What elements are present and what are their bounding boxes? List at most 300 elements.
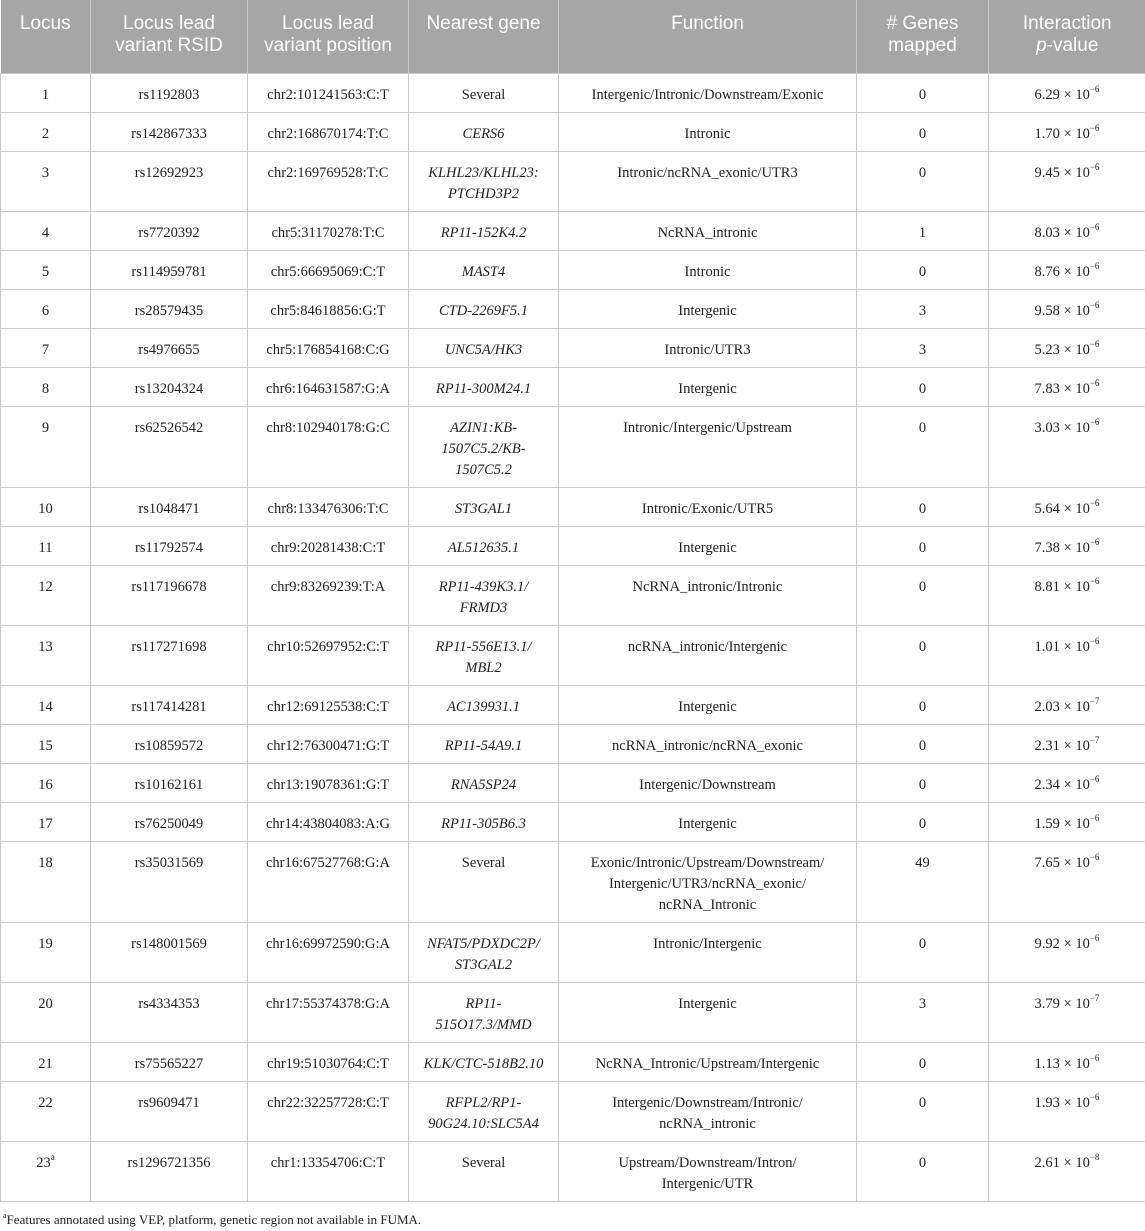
table-row <box>1 1042 1145 1081</box>
p-exponent: −6 <box>1089 575 1100 586</box>
p-base: 10 <box>1075 1094 1090 1111</box>
p-times: × <box>1063 419 1072 436</box>
cell-position <box>248 151 409 211</box>
cell-p-value <box>989 841 1145 922</box>
gene-value-line: RP11- <box>465 995 502 1012</box>
gene-value: Several <box>461 1154 506 1171</box>
rsid-value: rs35031569 <box>134 854 204 871</box>
position-value: chr16:67527768:G:A <box>265 854 391 871</box>
p-times: × <box>1063 935 1072 952</box>
locus-number: 22 <box>38 1094 53 1111</box>
gene-value: CERS6 <box>462 125 505 142</box>
p-base: 10 <box>1075 86 1090 103</box>
cell-genes-mapped <box>857 328 989 367</box>
genes-mapped-value: 0 <box>918 1055 927 1072</box>
locus-number: 23 <box>36 1154 51 1171</box>
header-rsid: Locus lead variant RSID <box>91 0 248 73</box>
genes-mapped-value: 0 <box>918 500 927 517</box>
cell-function <box>559 724 857 763</box>
cell-rsid <box>91 406 248 487</box>
cell-position <box>248 982 409 1042</box>
gene-value-line: AZIN1:KB- <box>450 419 517 436</box>
gene-value: UNC5A/HK3 <box>444 341 523 358</box>
cell-locus <box>1 526 91 565</box>
cell-genes-mapped <box>857 487 989 526</box>
p-mantissa: 8.76 <box>1034 263 1060 280</box>
p-times: × <box>1063 302 1072 319</box>
rsid-value: rs62526542 <box>134 419 204 436</box>
cell-genes-mapped <box>857 250 989 289</box>
cell-locus <box>1 289 91 328</box>
p-base: 10 <box>1075 995 1090 1012</box>
p-exponent: −6 <box>1089 1091 1100 1102</box>
cell-genes-mapped <box>857 922 989 982</box>
cell-rsid <box>91 625 248 685</box>
rsid-value: rs9609471 <box>138 1094 200 1111</box>
function-value: Intronic/ncRNA_exonic/UTR3 <box>617 164 798 181</box>
footnote <box>3 1212 421 1228</box>
p-base: 10 <box>1075 776 1090 793</box>
cell-nearest-gene <box>409 565 559 625</box>
rsid-value: rs114959781 <box>131 263 207 280</box>
p-times: × <box>1063 539 1072 556</box>
p-exponent: −6 <box>1089 536 1100 547</box>
table-row <box>1 367 1145 406</box>
p-mantissa: 6.29 <box>1034 86 1060 103</box>
p-exponent: −6 <box>1089 83 1100 94</box>
cell-function <box>559 73 857 112</box>
cell-p-value <box>989 211 1145 250</box>
position-value: chr19:51030764:C:T <box>267 1055 389 1072</box>
table-row <box>1 328 1145 367</box>
rsid-value: rs4334353 <box>138 995 200 1012</box>
p-base: 10 <box>1075 815 1090 832</box>
cell-function <box>559 982 857 1042</box>
function-value: ncRNA_intronic/ncRNA_exonic <box>612 737 803 754</box>
p-exponent: −6 <box>1089 221 1100 232</box>
cell-genes-mapped <box>857 1081 989 1141</box>
genes-mapped-value: 0 <box>918 578 927 595</box>
p-times: × <box>1063 776 1072 793</box>
position-value: chr10:52697952:C:T <box>267 638 389 655</box>
p-exponent: −7 <box>1089 695 1100 706</box>
p-exponent: −6 <box>1089 1052 1100 1063</box>
cell-p-value <box>989 625 1145 685</box>
function-value-line: Exonic/Intronic/Upstream/Downstream/ <box>590 854 825 871</box>
cell-rsid <box>91 982 248 1042</box>
p-times: × <box>1063 1055 1072 1072</box>
cell-locus <box>1 841 91 922</box>
gene-value-line: 1507C5.2/KB- <box>441 440 526 457</box>
header-interaction-p-value <box>989 0 1145 73</box>
position-value: chr9:20281438:C:T <box>270 539 386 556</box>
cell-position <box>248 367 409 406</box>
cell-p-value <box>989 763 1145 802</box>
p-exponent: −6 <box>1089 812 1100 823</box>
gene-value: RP11-305B6.3 <box>441 815 526 832</box>
p-base: 10 <box>1075 578 1090 595</box>
p-exponent: −6 <box>1089 122 1100 133</box>
cell-rsid <box>91 922 248 982</box>
cell-nearest-gene <box>409 328 559 367</box>
p-base: 10 <box>1075 737 1090 754</box>
position-value: chr16:69972590:G:A <box>265 935 391 952</box>
cell-position <box>248 685 409 724</box>
locus-number: 21 <box>38 1055 53 1072</box>
cell-locus <box>1 763 91 802</box>
cell-position <box>248 625 409 685</box>
gene-value: MAST4 <box>461 263 506 280</box>
genes-mapped-value: 0 <box>918 539 927 556</box>
table-row <box>1 487 1145 526</box>
cell-p-value <box>989 565 1145 625</box>
table-row <box>1 211 1145 250</box>
p-times: × <box>1063 737 1072 754</box>
rsid-value: rs11792574 <box>135 539 203 556</box>
position-value: chr22:32257728:C:T <box>267 1094 389 1111</box>
gene-value: AC139931.1 <box>447 698 520 715</box>
locus-number: 17 <box>38 815 53 832</box>
p-base: 10 <box>1075 500 1090 517</box>
p-mantissa: 5.64 <box>1034 500 1060 517</box>
p-exponent: −6 <box>1089 377 1100 388</box>
cell-position <box>248 250 409 289</box>
cell-locus <box>1 1081 91 1141</box>
gene-value: RP11-152K4.2 <box>440 224 527 241</box>
p-mantissa: 2.31 <box>1034 737 1060 754</box>
p-mantissa: 1.70 <box>1034 125 1060 142</box>
cell-genes-mapped <box>857 625 989 685</box>
cell-position <box>248 328 409 367</box>
p-mantissa: 7.65 <box>1034 854 1060 871</box>
cell-genes-mapped <box>857 763 989 802</box>
cell-nearest-gene <box>409 1081 559 1141</box>
genes-mapped-value: 0 <box>918 86 927 103</box>
cell-genes-mapped <box>857 367 989 406</box>
p-mantissa: 5.23 <box>1034 341 1060 358</box>
cell-position <box>248 802 409 841</box>
cell-function <box>559 250 857 289</box>
p-times: × <box>1063 263 1072 280</box>
position-value: chr14:43804083:A:G <box>265 815 391 832</box>
locus-number: 12 <box>38 578 53 595</box>
genes-mapped-value: 0 <box>918 263 927 280</box>
cell-function <box>559 763 857 802</box>
p-mantissa: 2.34 <box>1034 776 1060 793</box>
gene-value-line: RP11-556E13.1/ <box>435 638 532 655</box>
rsid-value: rs28579435 <box>134 302 204 319</box>
position-value: chr6:164631587:G:A <box>265 380 391 397</box>
cell-nearest-gene <box>409 250 559 289</box>
genes-mapped-value: 0 <box>918 935 927 952</box>
cell-position <box>248 487 409 526</box>
rsid-value: rs75565227 <box>134 1055 204 1072</box>
position-value: chr9:83269239:T:A <box>270 578 386 595</box>
cell-function <box>559 922 857 982</box>
p-base: 10 <box>1075 1055 1090 1072</box>
cell-locus <box>1 250 91 289</box>
position-value: chr12:76300471:G:T <box>266 737 390 754</box>
rsid-value: rs117271698 <box>131 638 207 655</box>
p-base: 10 <box>1075 638 1090 655</box>
function-value: Intergenic <box>678 698 737 715</box>
cell-nearest-gene <box>409 112 559 151</box>
p-times: × <box>1063 341 1072 358</box>
table-row <box>1 526 1145 565</box>
cell-function <box>559 289 857 328</box>
cell-nearest-gene <box>409 526 559 565</box>
cell-position <box>248 1141 409 1201</box>
p-times: × <box>1063 380 1072 397</box>
p-exponent: −6 <box>1089 851 1100 862</box>
cell-genes-mapped <box>857 802 989 841</box>
table-row <box>1 841 1145 922</box>
position-value: chr5:66695069:C:T <box>270 263 386 280</box>
p-exponent: −6 <box>1089 338 1100 349</box>
function-value-line: Intergenic/UTR3/ncRNA_exonic/ <box>608 875 807 892</box>
cell-genes-mapped <box>857 724 989 763</box>
genes-mapped-value: 3 <box>918 341 927 358</box>
position-value: chr2:168670174:T:C <box>267 125 389 142</box>
p-times: × <box>1063 1094 1072 1111</box>
cell-nearest-gene <box>409 487 559 526</box>
cell-rsid <box>91 841 248 922</box>
p-exponent: −6 <box>1089 635 1100 646</box>
p-mantissa: 9.92 <box>1034 935 1060 952</box>
cell-function <box>559 565 857 625</box>
p-base: 10 <box>1075 263 1090 280</box>
cell-rsid <box>91 289 248 328</box>
cell-p-value <box>989 112 1145 151</box>
position-value: chr13:19078361:G:T <box>266 776 390 793</box>
cell-locus <box>1 724 91 763</box>
cell-nearest-gene <box>409 763 559 802</box>
p-exponent: −6 <box>1089 773 1100 784</box>
cell-genes-mapped <box>857 289 989 328</box>
cell-rsid <box>91 724 248 763</box>
function-value: NcRNA_Intronic/Upstream/Intergenic <box>595 1055 820 1072</box>
p-times: × <box>1063 815 1072 832</box>
p-mantissa: 2.03 <box>1034 698 1060 715</box>
cell-position <box>248 526 409 565</box>
cell-locus <box>1 73 91 112</box>
cell-position <box>248 922 409 982</box>
cell-locus <box>1 1141 91 1201</box>
p-base: 10 <box>1075 854 1090 871</box>
genes-mapped-value: 0 <box>918 737 927 754</box>
p-mantissa: 1.59 <box>1034 815 1060 832</box>
gene-value: KLK/CTC-518B2.10 <box>423 1055 544 1072</box>
p-mantissa: 9.58 <box>1034 302 1060 319</box>
cell-locus <box>1 685 91 724</box>
p-mantissa: 8.81 <box>1034 578 1060 595</box>
gene-value-line: ST3GAL2 <box>454 956 513 973</box>
rsid-value: rs12692923 <box>134 164 204 181</box>
gene-value-line: FRMD3 <box>459 599 508 616</box>
cell-locus <box>1 982 91 1042</box>
position-value: chr12:69125538:C:T <box>267 698 389 715</box>
p-exponent: −6 <box>1089 932 1100 943</box>
gene-value: Several <box>461 854 506 871</box>
function-value-line: Intergenic/UTR <box>661 1175 754 1192</box>
function-value: Intergenic <box>678 302 737 319</box>
p-base: 10 <box>1075 302 1090 319</box>
cell-nearest-gene <box>409 73 559 112</box>
gene-value-line: KLHL23/KLHL23: <box>428 164 539 181</box>
rsid-value: rs76250049 <box>134 815 204 832</box>
rsid-value: rs1048471 <box>138 500 200 517</box>
locus-number: 5 <box>41 263 50 280</box>
rsid-value: rs10162161 <box>134 776 204 793</box>
header-interaction-p: p <box>1036 35 1047 56</box>
gene-value: Several <box>461 86 506 103</box>
cell-function <box>559 625 857 685</box>
cell-genes-mapped <box>857 685 989 724</box>
p-times: × <box>1063 854 1072 871</box>
cell-locus <box>1 922 91 982</box>
rsid-value: rs10859572 <box>134 737 204 754</box>
position-value: chr8:133476306:T:C <box>267 500 389 517</box>
cell-rsid <box>91 211 248 250</box>
function-value: Intergenic <box>678 539 737 556</box>
p-times: × <box>1063 86 1072 103</box>
p-exponent: −7 <box>1089 734 1100 745</box>
p-base: 10 <box>1075 539 1090 556</box>
rsid-value: rs117414281 <box>131 698 207 715</box>
gene-value: RP11-300M24.1 <box>435 380 532 397</box>
function-value: Intergenic/Intronic/Downstream/Exonic <box>591 86 824 103</box>
table-row <box>1 1141 1145 1201</box>
genes-mapped-value: 3 <box>918 302 927 319</box>
locus-footnote-marker: a <box>50 1151 55 1162</box>
function-value: Intergenic/Downstream <box>639 776 776 793</box>
cell-locus <box>1 1042 91 1081</box>
p-base: 10 <box>1075 698 1090 715</box>
cell-genes-mapped <box>857 112 989 151</box>
table-row <box>1 289 1145 328</box>
cell-position <box>248 724 409 763</box>
position-value: chr5:176854168:C:G <box>266 341 390 358</box>
position-value: chr8:102940178:G:C <box>266 419 390 436</box>
function-value: Intronic/Intergenic <box>653 935 762 952</box>
function-value: NcRNA_intronic/Intronic <box>632 578 783 595</box>
cell-position <box>248 73 409 112</box>
position-value: chr17:55374378:G:A <box>265 995 391 1012</box>
position-value: chr2:169769528:T:C <box>267 164 389 181</box>
cell-genes-mapped <box>857 151 989 211</box>
table-row <box>1 73 1145 112</box>
cell-rsid <box>91 250 248 289</box>
p-exponent: −7 <box>1089 992 1100 1003</box>
gene-value-line: 515O17.3/MMD <box>435 1016 532 1033</box>
locus-number: 4 <box>41 224 50 241</box>
cell-nearest-gene <box>409 625 559 685</box>
cell-nearest-gene <box>409 151 559 211</box>
gene-value: AL512635.1 <box>447 539 520 556</box>
cell-nearest-gene <box>409 367 559 406</box>
cell-nearest-gene <box>409 982 559 1042</box>
genes-mapped-value: 0 <box>918 419 927 436</box>
genes-mapped-value: 0 <box>918 776 927 793</box>
header-interaction-suffix: -value <box>1046 35 1099 56</box>
cell-locus <box>1 328 91 367</box>
rsid-value: rs13204324 <box>134 380 204 397</box>
cell-genes-mapped <box>857 982 989 1042</box>
cell-p-value <box>989 724 1145 763</box>
cell-genes-mapped <box>857 526 989 565</box>
gene-value: RNA5SP24 <box>450 776 517 793</box>
p-exponent: −8 <box>1089 1151 1100 1162</box>
p-mantissa: 2.61 <box>1034 1154 1060 1171</box>
function-value-line: ncRNA_Intronic <box>658 896 757 913</box>
table-row <box>1 763 1145 802</box>
gene-value-line: RP11-439K3.1/ <box>438 578 529 595</box>
p-base: 10 <box>1075 125 1090 142</box>
locus-number: 16 <box>38 776 53 793</box>
cell-nearest-gene <box>409 841 559 922</box>
footnote-marker: a <box>3 1210 7 1220</box>
cell-position <box>248 112 409 151</box>
genes-mapped-value: 0 <box>918 1154 927 1171</box>
p-exponent: −6 <box>1089 497 1100 508</box>
cell-locus <box>1 211 91 250</box>
gene-value: ST3GAL1 <box>454 500 513 517</box>
table-body <box>1 73 1145 1201</box>
cell-nearest-gene <box>409 406 559 487</box>
cell-locus <box>1 112 91 151</box>
cell-rsid <box>91 565 248 625</box>
table-row <box>1 922 1145 982</box>
cell-rsid <box>91 73 248 112</box>
header-row <box>1 0 1145 73</box>
table-row <box>1 1081 1145 1141</box>
cell-nearest-gene <box>409 211 559 250</box>
cell-nearest-gene <box>409 802 559 841</box>
cell-p-value <box>989 1042 1145 1081</box>
table-row <box>1 982 1145 1042</box>
function-value: Intergenic <box>678 815 737 832</box>
cell-p-value <box>989 1141 1145 1201</box>
cell-p-value <box>989 151 1145 211</box>
function-value-line: ncRNA_intronic <box>659 1115 756 1132</box>
position-value: chr1:13354706:C:T <box>270 1154 386 1171</box>
rsid-value: rs148001569 <box>131 935 207 952</box>
cell-function <box>559 151 857 211</box>
cell-nearest-gene <box>409 289 559 328</box>
cell-position <box>248 1042 409 1081</box>
gene-value-line: RFPL2/RP1- <box>445 1094 522 1111</box>
table-row <box>1 802 1145 841</box>
cell-rsid <box>91 487 248 526</box>
gene-value-line: PTCHD3P2 <box>448 185 519 202</box>
cell-function <box>559 841 857 922</box>
locus-number: 15 <box>38 737 53 754</box>
p-times: × <box>1063 164 1072 181</box>
function-value: Intronic <box>684 263 731 280</box>
p-mantissa: 8.03 <box>1034 224 1060 241</box>
cell-function <box>559 328 857 367</box>
locus-number: 8 <box>41 380 50 397</box>
locus-number: 2 <box>41 125 50 142</box>
rsid-value: rs142867333 <box>131 125 207 142</box>
p-base: 10 <box>1075 1154 1090 1171</box>
p-times: × <box>1063 500 1072 517</box>
cell-rsid <box>91 1141 248 1201</box>
p-base: 10 <box>1075 419 1090 436</box>
p-mantissa: 1.93 <box>1034 1094 1060 1111</box>
header-nearest-gene: Nearest gene <box>409 0 559 73</box>
function-value: Intronic/Intergenic/Upstream <box>623 419 792 436</box>
